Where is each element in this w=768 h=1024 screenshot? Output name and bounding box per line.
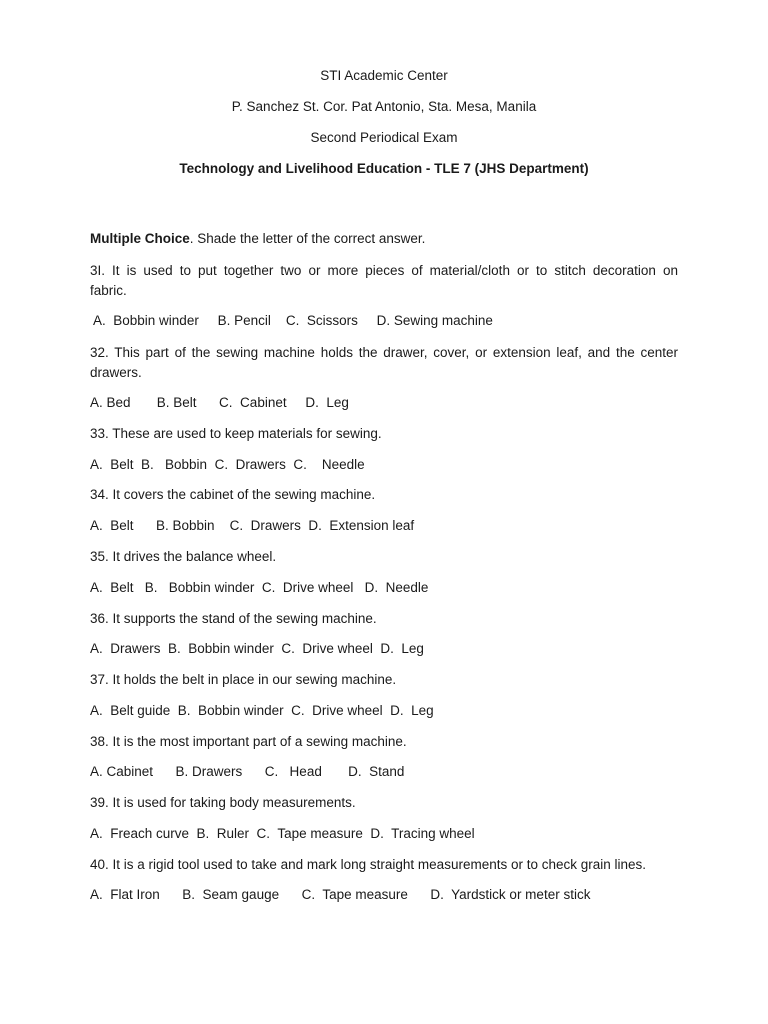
question-36-choices-text: A. Drawers B. Bobbin winder C. Drive wheel D. Leg: [90, 641, 424, 656]
question-34-stem: 34. It covers the cabinet of the sewing machine.: [90, 487, 376, 502]
question-37-choices: [90, 703, 678, 718]
question-35-stem: 35. It drives the balance wheel.: [90, 549, 277, 564]
question-31-stem-line1: 3I. It is used to put together two or more pieces of material/cloth or to stitch decoration on: [90, 263, 678, 278]
question-36-choices: [90, 641, 678, 656]
instructions: [90, 231, 678, 246]
question-37-choices-text: A. Belt guide B. Bobbin winder C. Drive wheel D. Leg: [90, 703, 434, 718]
subject-title: Technology and Livelihood Education - TLE 7 (JHS Department): [179, 161, 589, 176]
instructions-text: . Shade the letter of the correct answer.: [189, 231, 426, 246]
question-33-stem: 33. These are used to keep materials for sewing.: [90, 426, 382, 441]
question-35-choices-text: A. Belt B. Bobbin winder C. Drive wheel D. Needle: [90, 580, 429, 595]
school-address: P. Sanchez St. Cor. Pat Antonio, Sta. Mesa, Manila: [231, 99, 537, 114]
question-33-choices-text: A. Belt B. Bobbin C. Drawers C. Needle: [90, 457, 365, 472]
question-31-stem-line2: fabric.: [90, 283, 127, 298]
question-38-choices: [90, 764, 678, 779]
question-33-choices: [90, 457, 678, 472]
question-31-stem: [90, 261, 678, 301]
question-36-stem: 36. It supports the stand of the sewing machine.: [90, 611, 377, 626]
question-37-stem: 37. It holds the belt in place in our sewing machine.: [90, 672, 397, 687]
question-31-choices: [90, 313, 678, 328]
question-40-choices-text: A. Flat Iron B. Seam gauge C. Tape measure D. Yardstick or meter stick: [90, 887, 591, 902]
question-35-choices: [90, 580, 678, 595]
question-39-stem: 39. It is used for taking body measurements.: [90, 795, 356, 810]
question-40-choices: [90, 887, 678, 902]
question-39-choices: [90, 826, 678, 841]
question-38-choices-text: A. Cabinet B. Drawers C. Head D. Stand: [90, 764, 405, 779]
question-34-choices: [90, 518, 678, 533]
question-32-stem-line1: 32. This part of the sewing machine holds the drawer, cover, or extension leaf, and the center: [90, 345, 678, 360]
question-32-stem-line2: drawers.: [90, 365, 142, 380]
question-40-stem: 40. It is a rigid tool used to take and mark long straight measurements or to check grain lines.: [90, 857, 647, 872]
exam-title: Second Periodical Exam: [310, 130, 458, 145]
question-32-stem: [90, 343, 678, 383]
question-38-stem: 38. It is the most important part of a sewing machine.: [90, 734, 407, 749]
school-name: STI Academic Center: [320, 68, 448, 83]
question-34-choices-text: A. Belt B. Bobbin C. Drawers D. Extension leaf: [90, 518, 415, 533]
question-39-choices-text: A. Freach curve B. Ruler C. Tape measure D. Tracing wheel: [90, 826, 475, 841]
instructions-label: Multiple Choice: [90, 231, 190, 246]
question-31-choices-text: A. Bobbin winder B. Pencil C. Scissors D. Sewing machine: [90, 313, 493, 328]
question-32-choices: [90, 395, 678, 410]
question-32-choices-text: A. Bed B. Belt C. Cabinet D. Leg: [90, 395, 349, 410]
